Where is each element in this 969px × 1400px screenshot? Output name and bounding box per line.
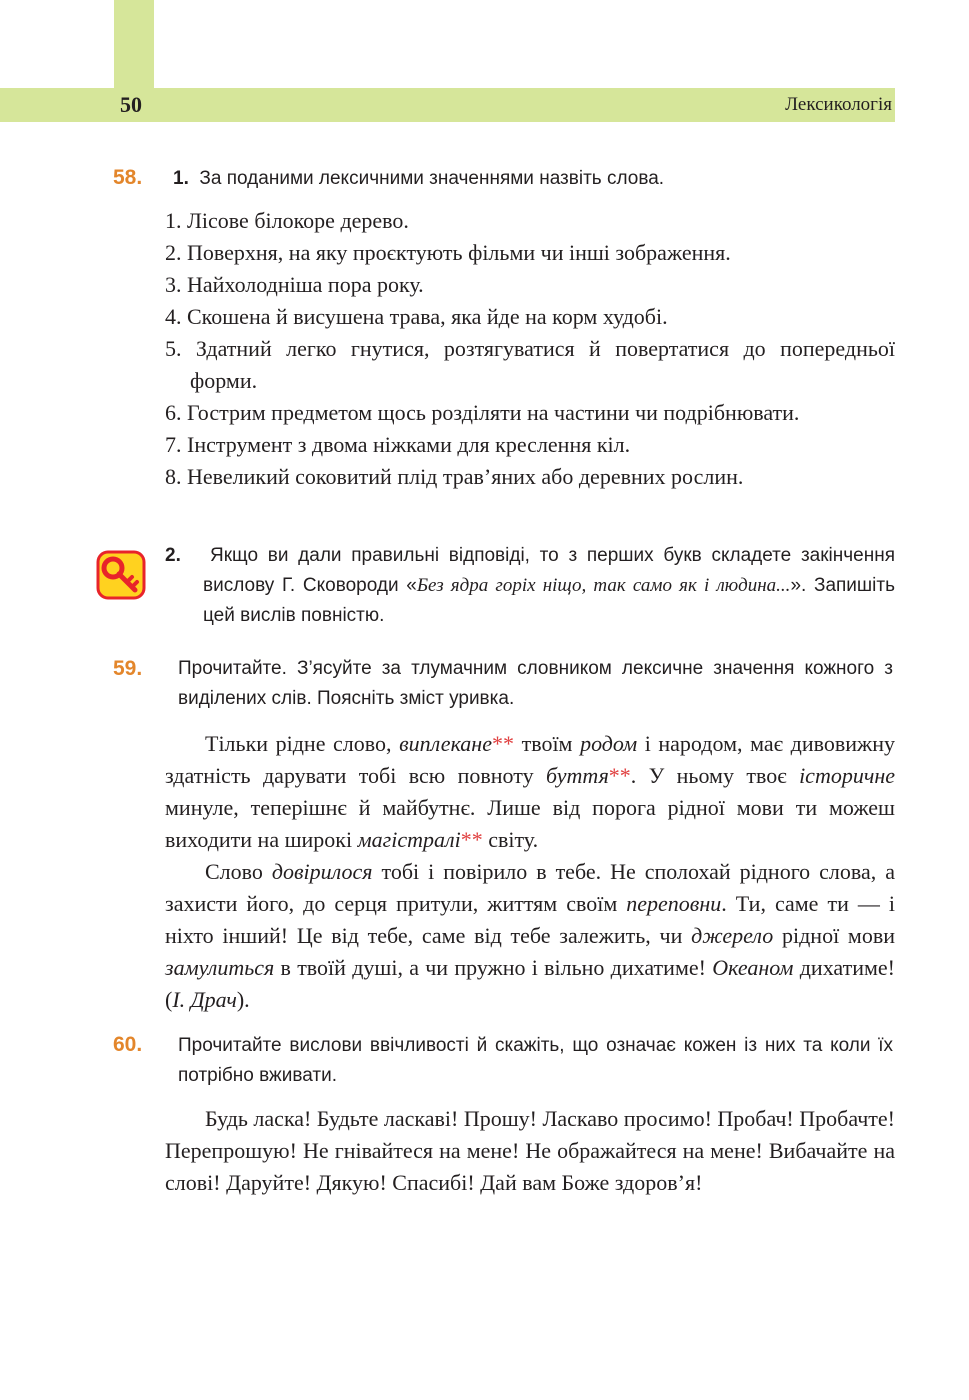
subtask-2-text: Якщо ви дали правильні відповіді, то з перших букв складете закінчення вислову Г. Сковороди «	[203, 545, 895, 596]
skovoroda-quote: Без ядра горіх ніщо, так само як і людина...	[416, 575, 791, 596]
list-item: 3. Найхолодніша пора року.	[165, 272, 424, 297]
definition-list	[165, 205, 895, 493]
author: І. Драч	[172, 987, 237, 1012]
page-number: 50	[120, 92, 142, 117]
highlighted-word: родом	[580, 731, 638, 756]
highlighted-word: виплекане	[399, 731, 492, 756]
highlighted-word: замулиться	[165, 955, 275, 980]
highlighted-word: переповни	[626, 891, 722, 916]
exercise-59-text	[165, 728, 895, 1016]
exercise-60-number: 60.	[113, 1033, 143, 1056]
highlighted-word: магістралі	[357, 827, 461, 852]
list-item: 7. Інструмент з двома ніжками для креслення кіл.	[165, 432, 631, 457]
list-item: 1. Лісове білокоре дерево.	[165, 208, 409, 233]
list-item: 8. Невеликий соковитий плід трав’яних або деревних рослин.	[165, 464, 744, 489]
exercise-59-number: 59.	[113, 657, 143, 680]
exercise-59-task: Прочитайте. З’ясуйте за тлумачним словником лексичне значення кожного з виділених слів. Поясніть зміст уривка.	[178, 658, 893, 709]
section-title: Лексикологія	[785, 94, 892, 115]
exercise-58-task-1	[173, 164, 888, 194]
exercise-58-number: 58.	[113, 166, 143, 189]
highlighted-word: джерело	[691, 923, 774, 948]
highlighted-word: Океаном	[712, 955, 794, 980]
list-item: 4. Скошена й висушена трава, яка йде на корм худобі.	[165, 304, 668, 329]
highlighted-word: буття	[545, 763, 609, 788]
subtask-1-text: За поданими лексичними значеннями назвіть слова.	[199, 168, 665, 189]
subtask-1-label: 1.	[173, 168, 189, 189]
subtask-2-text-end: ». Запишіть цей вислів повністю.	[203, 575, 895, 626]
list-item: 6. Гострим предметом щось розділяти на частини чи подрібнювати.	[165, 400, 800, 425]
highlighted-word: довірилося	[271, 859, 373, 884]
exercise-60-task: Прочитайте вислови ввічливості й скажіть, що означає кожен із них та коли їх потрібно вживати.	[178, 1035, 893, 1086]
highlighted-word: історичне	[799, 763, 896, 788]
paragraph: Тільки рідне слово, виплекане** твоїм родом і народом, має дивовижну здатність дарувати тобі всю повноту буття**. У ньому твоє історичне минуле, теперішнє й майбутнє. Лише від порога рідної мови ти можеш виходити на широкі магістралі** світу.	[165, 731, 896, 852]
exercise-60-text	[165, 1103, 895, 1199]
paragraph: Будь ласка! Будьте ласкаві! Прошу! Ласкаво просимо! Пробач! Пробачте! Перепрошую! Не гнівайтеся на мене! Не ображайтеся на мене! Вибачайте на слові! Даруйте! Дякую! Спасибі! Дай вам Боже здоров’я!	[165, 1106, 895, 1195]
key-icon	[96, 550, 146, 600]
exercise-58-task-2	[165, 541, 895, 631]
paragraph: Слово довірилося тобі і повірило в тебе. Не сполохай рідного слова, а захисти його, до серця притули, життям своїм переповни. Ти, саме ти — і ніхто інший! Це від тебе, саме від тебе залежить, чи джерело рідної мови замулиться в твоїй душі, а чи пружно і вільно дихатиме! Океаном дихатиме! (І. Драч).	[165, 859, 896, 1012]
list-item: 5. Здатний легко гнутися, розтягуватися й повертатися до попередньої форми.	[165, 336, 895, 393]
subtask-2-label: 2.	[165, 545, 181, 566]
list-item: 2. Поверхня, на яку проєктують фільми чи інші зображення.	[165, 240, 731, 265]
